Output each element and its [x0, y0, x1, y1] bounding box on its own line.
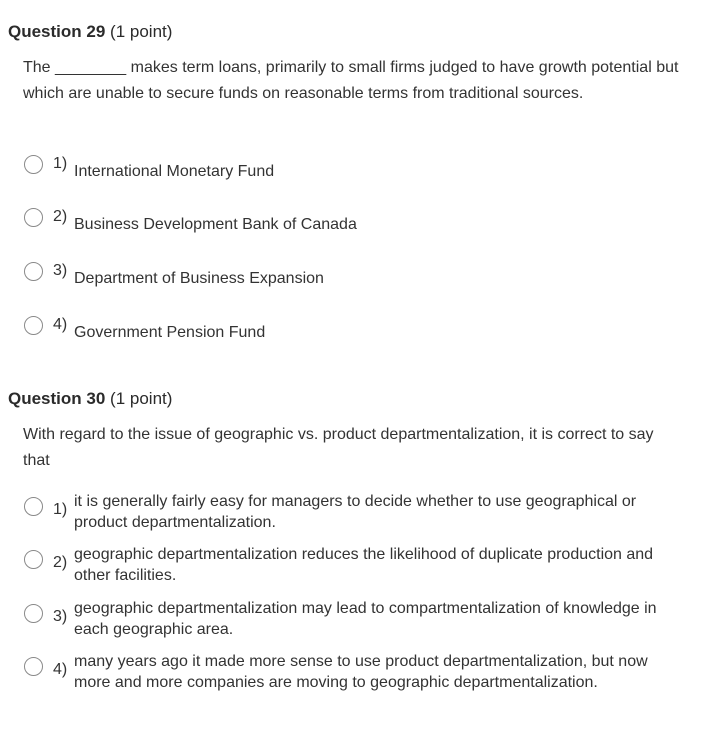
radio-button[interactable]	[24, 604, 43, 623]
radio-button[interactable]	[24, 657, 43, 676]
radio-button[interactable]	[24, 316, 43, 335]
option-number: 2)	[53, 554, 68, 571]
option-label[interactable]: geographic departmentalization may lead to compartmentalization of knowledge in each geographic area.	[74, 600, 657, 638]
question-header	[8, 21, 172, 43]
radio-button[interactable]	[24, 155, 43, 174]
option-label[interactable]: it is generally fairly easy for managers to decide whether to use geographical or product departmentalization.	[74, 493, 637, 531]
question-text: The ________ makes term loans, primarily to small firms judged to have growth potential but which are unable to secure funds on reasonable terms from traditional sources.	[23, 59, 679, 102]
radio-button[interactable]	[24, 262, 43, 281]
question-title: Question 29	[8, 22, 106, 41]
option-label[interactable]: Department of Business Expansion	[74, 270, 324, 287]
radio-button[interactable]	[24, 208, 43, 227]
option-number: 3)	[53, 262, 68, 279]
option-label[interactable]: many years ago it made more sense to use product departmentalization, but now more and more companies are moving to geographic departmentalization.	[74, 653, 648, 691]
option-number: 4)	[53, 316, 68, 333]
question-title: Question 30	[8, 389, 106, 408]
option-number: 3)	[53, 608, 68, 625]
option-number: 2)	[53, 208, 68, 225]
question-header	[8, 388, 172, 410]
question-points: (1 point)	[110, 22, 173, 41]
option-label[interactable]: geographic departmentalization reduces the likelihood of duplicate production and other facilities.	[74, 546, 654, 584]
option-number: 4)	[53, 661, 68, 678]
option-label[interactable]: Government Pension Fund	[74, 324, 266, 341]
option-number: 1)	[53, 155, 68, 172]
option-number: 1)	[53, 501, 68, 518]
option-label[interactable]: Business Development Bank of Canada	[74, 216, 357, 233]
question-text: With regard to the issue of geographic vs. product departmentalization, it is correct to say that	[23, 426, 654, 469]
radio-button[interactable]	[24, 497, 43, 516]
radio-button[interactable]	[24, 550, 43, 569]
question-points: (1 point)	[110, 389, 173, 408]
option-label[interactable]: International Monetary Fund	[74, 163, 275, 180]
